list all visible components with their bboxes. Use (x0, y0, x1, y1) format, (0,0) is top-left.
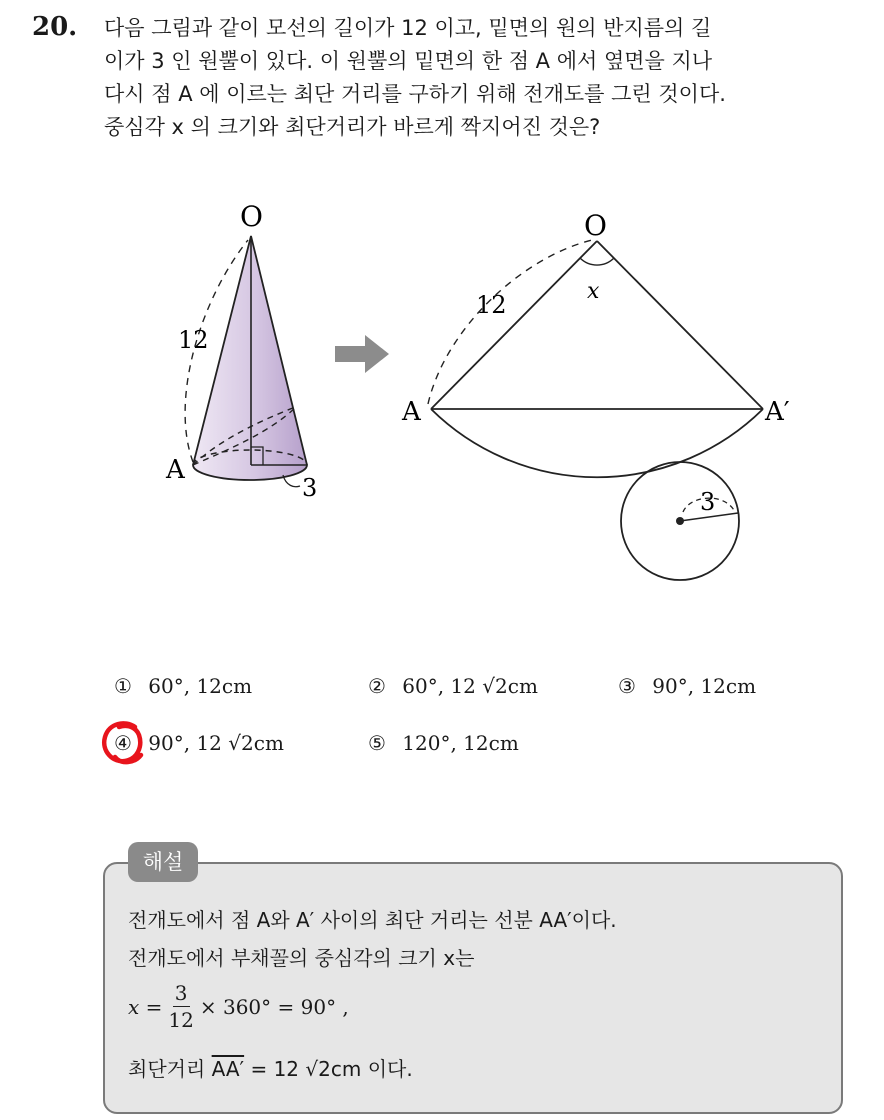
answer-circle-mark (101, 719, 145, 765)
choice-1-num: ① (114, 674, 132, 698)
solution-tab: 해설 (128, 842, 198, 882)
base-center (676, 517, 684, 525)
cone-figure (0, 190, 884, 600)
line4-suffix: = 12 √2cm 이다. (244, 1057, 413, 1081)
choice-5-num: ⑤ (368, 731, 386, 755)
formula-lhs: x = (128, 994, 163, 1019)
label-net-apex: O (584, 209, 607, 242)
question-text (104, 12, 864, 144)
choice-1-text: 60°, 12cm (148, 674, 253, 698)
choice-1[interactable] (114, 674, 252, 698)
choice-3-text: 90°, 12cm (652, 674, 757, 698)
question-line-1: 다음 그림과 같이 모선의 길이가 12 이고, 밑면의 원의 반지름의 길 (104, 16, 712, 40)
label-angle: x (587, 279, 600, 304)
formula-rhs: × 360° = 90° , (199, 994, 349, 1019)
fraction-denominator: 12 (168, 1008, 194, 1032)
solution-line-1: 전개도에서 점 A와 A′ 사이의 최단 거리는 선분 AA′이다. (128, 908, 617, 932)
choice-5[interactable] (368, 731, 519, 755)
line4-prefix: 최단거리 (128, 1057, 212, 1081)
choice-3-num: ③ (618, 674, 636, 698)
solution-line-4 (128, 1053, 413, 1082)
label-cone-point: A (166, 455, 185, 485)
question-line-3: 다시 점 A 에 이르는 최단 거리를 구하기 위해 전개도를 그린 것이다. (104, 82, 726, 106)
question-line-4: 중심각 x 의 크기와 최단거리가 바르게 짝지어진 것은? (104, 115, 601, 139)
sector-arc (431, 409, 763, 477)
choice-5-text: 120°, 12cm (402, 731, 519, 755)
fraction-numerator: 3 (174, 981, 188, 1005)
choice-2-num: ② (368, 674, 386, 698)
segment-label: AA′ (211, 1057, 245, 1081)
label-radius: 3 (302, 474, 318, 502)
solution-line-2: 전개도에서 부채꼴의 중심각의 크기 x는 (128, 946, 475, 970)
label-slant: 12 (178, 326, 209, 354)
label-net-A-prime: A′ (765, 397, 790, 427)
label-net-side: 12 (476, 291, 507, 319)
label-circle-radius: 3 (700, 488, 716, 516)
choice-4-num: ④ (114, 731, 132, 755)
question-number: 20. (32, 12, 78, 42)
solution-formula (128, 980, 349, 1033)
sector-left-edge (431, 241, 597, 409)
choice-4-text: 90°, 12 √2cm (148, 731, 284, 755)
angle-arc (580, 258, 614, 265)
side-brace (428, 240, 592, 404)
label-net-A: A (402, 397, 421, 427)
choice-2[interactable] (368, 674, 538, 698)
label-cone-apex: O (240, 200, 263, 233)
sector-right-edge (597, 241, 763, 409)
formula-fraction (168, 980, 193, 1033)
choice-3[interactable] (618, 674, 756, 698)
question-line-2: 이가 3 인 원뿔이 있다. 이 원뿔의 밑면의 한 점 A 에서 옆면을 지나 (104, 49, 713, 73)
choice-2-text: 60°, 12 √2cm (402, 674, 538, 698)
cone-body (193, 236, 307, 480)
arrow-icon (335, 335, 389, 373)
